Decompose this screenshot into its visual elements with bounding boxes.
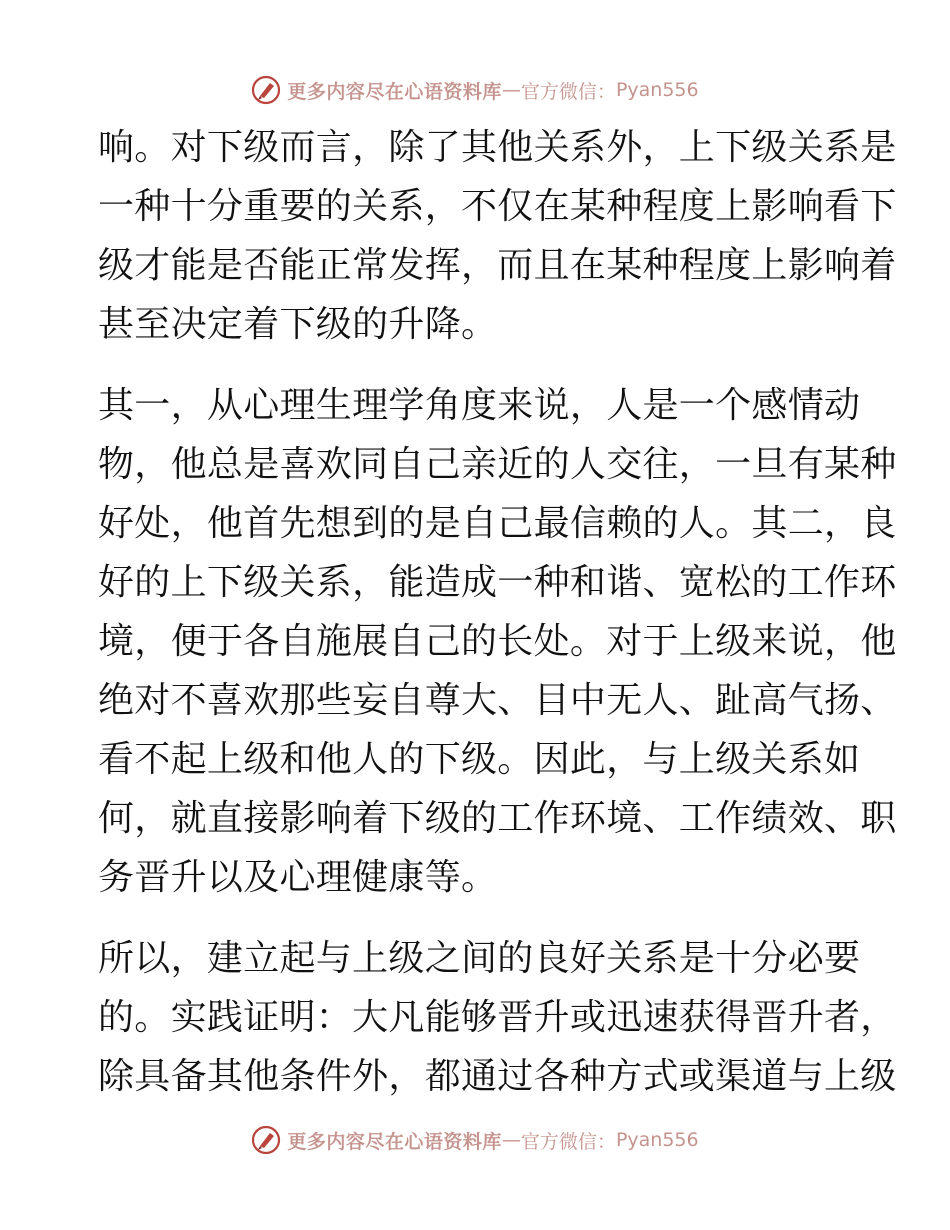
text-line: 看不起上级和他人的下级。因此，与上级关系如 <box>98 739 861 780</box>
footer-wechat-id: Pyan556 <box>615 1129 699 1151</box>
header-separator: — <box>501 79 521 101</box>
text-line: 务晋升以及心理健康等。 <box>98 857 498 898</box>
document-body <box>98 118 897 1106</box>
header-wechat-id: Pyan556 <box>615 79 699 101</box>
footer-banner-text: 更多内容尽在心语资料库 <box>287 1130 502 1153</box>
text-line: 何，就直接影响着下级的工作环境、工作绩效、职 <box>98 798 897 839</box>
header-banner-text: 更多内容尽在心语资料库 <box>287 80 502 103</box>
text-line: 甚至决定着下级的升降。 <box>98 304 498 345</box>
text-line: 的。实践证明：大凡能够晋升或迅速获得晋升者， <box>98 997 897 1038</box>
text-line: 响。对下级而言，除了其他关系外，上下级关系是 <box>98 127 897 168</box>
paragraph-2 <box>98 376 897 907</box>
text-line: 物，他总是喜欢同自己亲近的人交往，一旦有某种 <box>98 444 897 485</box>
text-line: 绝对不喜欢那些妄自尊大、目中无人、趾高气扬、 <box>98 680 897 721</box>
text-line: 级才能是否能正常发挥，而且在某种程度上影响着 <box>98 245 897 286</box>
header-banner <box>0 70 950 110</box>
text-line: 一种十分重要的关系，不仅在某种程度上影响看下 <box>98 186 897 227</box>
text-line: 所以，建立起与上级之间的良好关系是十分必要 <box>98 938 861 979</box>
paragraph-gap <box>98 907 850 929</box>
pen-logo-icon <box>251 75 281 105</box>
paragraph-1 <box>98 118 897 354</box>
header-wechat-label: 官方微信： <box>520 80 616 103</box>
footer-separator: — <box>501 1129 521 1151</box>
text-line: 好的上下级关系，能造成一种和谐、宽松的工作环 <box>98 562 897 603</box>
pen-logo-icon <box>251 1125 281 1155</box>
paragraph-gap <box>98 354 850 376</box>
text-line: 除具备其他条件外，都通过各种方式或渠道与上级 <box>98 1056 897 1097</box>
text-line: 其一，从心理生理学角度来说，人是一个感情动 <box>98 385 861 426</box>
text-line: 境，便于各自施展自己的长处。对于上级来说，他 <box>98 621 897 662</box>
text-line: 好处，他首先想到的是自己最信赖的人。其二，良 <box>98 503 897 544</box>
footer-wechat-label: 官方微信： <box>520 1130 616 1153</box>
footer-banner <box>0 1120 950 1160</box>
paragraph-3 <box>98 929 897 1106</box>
